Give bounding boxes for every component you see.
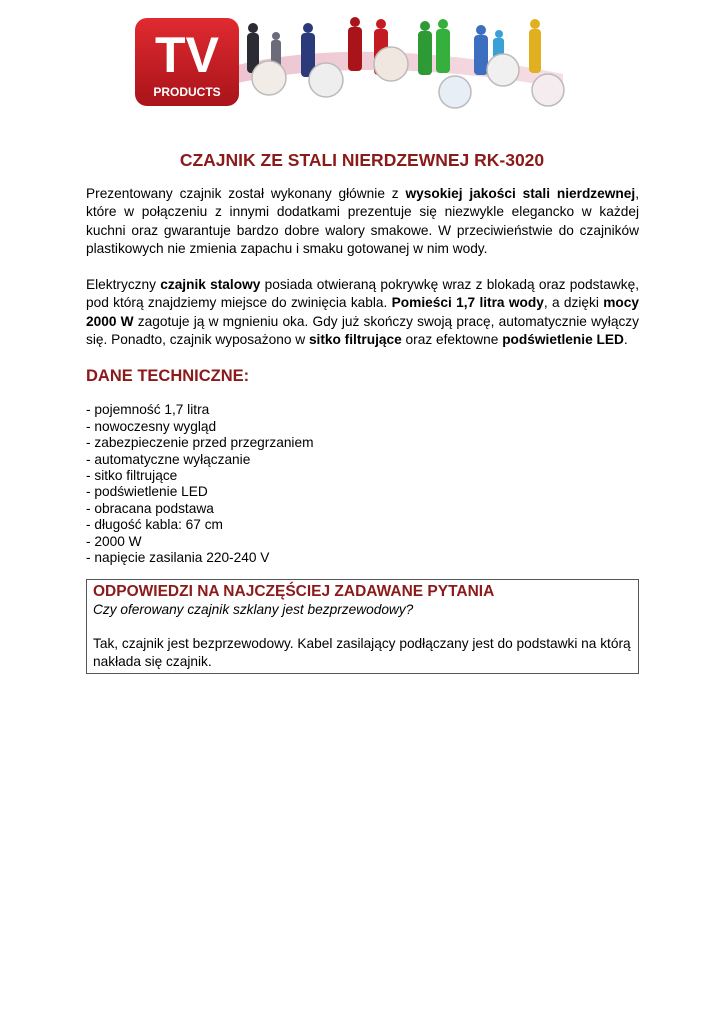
spec-item: - sitko filtrujące (86, 468, 178, 483)
spec-item: - podświetlenie LED (86, 484, 208, 500)
specs-list (86, 402, 639, 566)
spec-item: - zabezpieczenie przed przegrzaniem (86, 435, 314, 451)
product-title: CZAJNIK ZE STALI NIERDZEWNEJ RK-3020 (179, 150, 545, 170)
faq-heading: ODPOWIEDZI NA NAJCZĘŚCIEJ ZADAWANE PYTANIA (93, 583, 495, 601)
faq-question: Czy oferowany czajnik szklany jest bezprzewodowy? (93, 602, 414, 618)
specs-heading: DANE TECHNICZNE: (86, 367, 250, 386)
faq-box (86, 579, 639, 674)
intro-paragraph-2: Elektryczny czajnik stalowy posiada otwieraną pokrywkę wraz z blokadą oraz podstawkę, pod którą znajdziemy miejsce do zwinięcia kabla. Pomieści 1,7 litra wody, a dzięki mocy 2000 W zagotuje ją w mgnieniu oka. Gdy już skończy swoją pracę, automatycznie wyłączy się. Ponadto, czajnik wyposażono w sitko filtrujące oraz efektowne podświetlenie LED. (86, 277, 640, 348)
product-description (86, 185, 639, 674)
logo-products-text: PRODUCTS (153, 85, 221, 99)
spec-item: - 2000 W (86, 533, 142, 549)
spec-item: - długość kabla: 67 cm (86, 517, 223, 533)
tv-products-logo (135, 18, 239, 106)
spec-item: - napięcie zasilania 220-240 V (86, 550, 270, 566)
spec-item: - nowoczesny wygląd (86, 418, 217, 434)
spec-item: - automatyczne wyłączanie (86, 451, 251, 467)
intro-paragraph-1: Prezentowany czajnik został wykonany głównie z wysokiej jakości stali nierdzewnej, które w połączeniu z innymi dodatkami prezentuje się niezwykle elegancko w każdej kuchni oraz gwarantuje bardzo dobre walory smakowe. W przeciwieństwie do czajników plastikowych nie zmienia zapachu i smaku gotowanej w nim wody. (86, 186, 639, 256)
spec-item: - pojemność 1,7 litra (86, 402, 210, 418)
spec-item: - obracana podstawa (86, 500, 214, 516)
faq-answer: Tak, czajnik jest bezprzewodowy. Kabel zasilający podłączany jest do podstawki na którą nakłada się czajnik. (93, 636, 631, 669)
logo-tv-text: TV (155, 27, 219, 83)
tv-products-banner (133, 14, 573, 114)
